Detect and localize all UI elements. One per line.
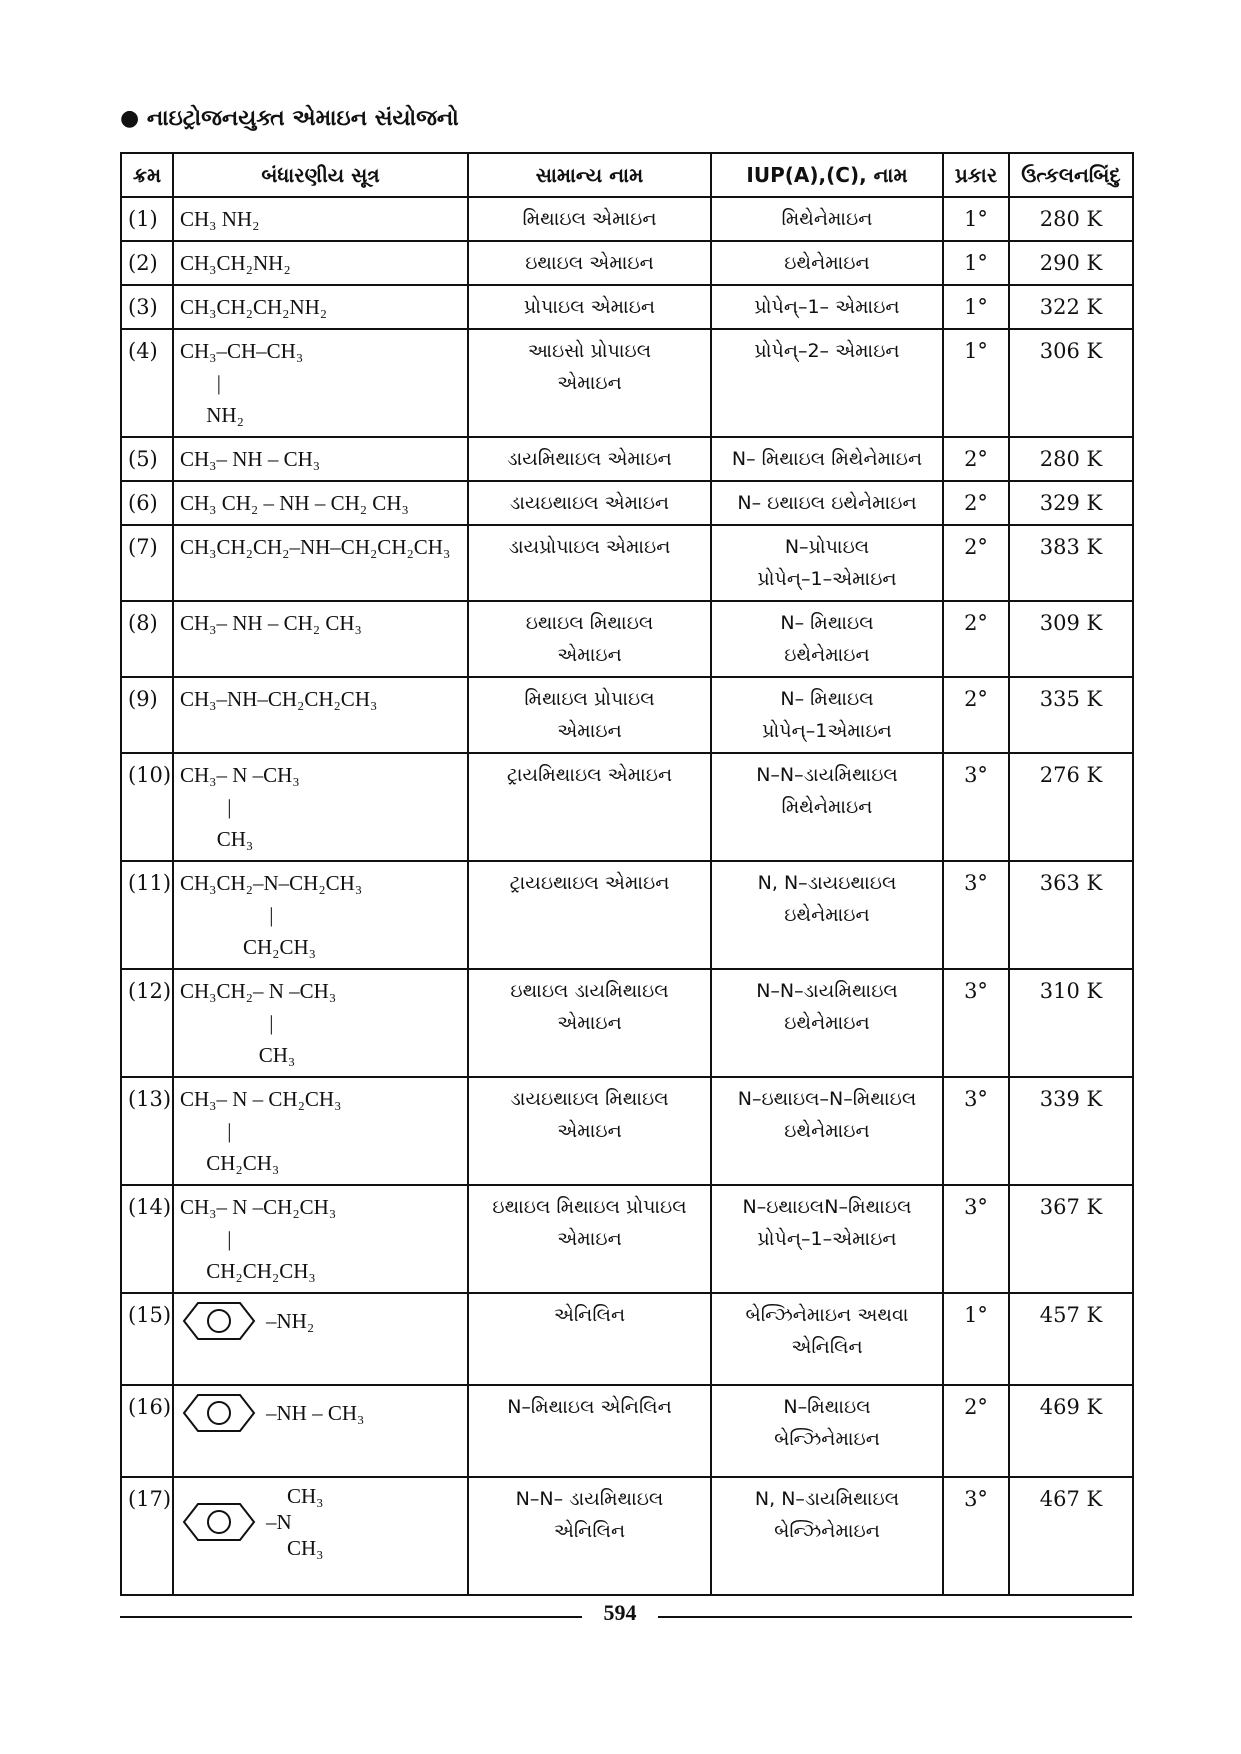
amine-type: 1°: [943, 329, 1009, 437]
common-name: [468, 861, 711, 969]
row-index: (15): [121, 1293, 173, 1385]
boiling-point: 309 K: [1009, 601, 1133, 677]
amine-type: 3°: [943, 969, 1009, 1077]
iupac-name-line: N– મિથાઇલ: [780, 612, 874, 634]
iupac-name-line: બેન્ઝિનેમાઇન અથવા: [745, 1304, 909, 1326]
common-name: [468, 1077, 711, 1185]
structural-formula: [173, 285, 468, 329]
iupac-name: [711, 197, 943, 241]
iupac-name: [711, 1293, 943, 1385]
iupac-name: [711, 1477, 943, 1595]
boiling-point: 280 K: [1009, 197, 1133, 241]
row-index: (4): [121, 329, 173, 437]
iupac-name-line: બેન્ઝિનેમાઇન: [774, 1428, 880, 1450]
formula-line: |: [180, 795, 232, 819]
formula-line: CH₃– N – CH₂CH₃: [180, 1087, 342, 1111]
table-row: [121, 437, 1133, 481]
table-row: [121, 1077, 1133, 1185]
table-row: [121, 753, 1133, 861]
footer-rule-left: [120, 1616, 582, 1618]
amine-compounds-table: [120, 152, 1134, 1596]
table-row: [121, 1385, 1133, 1477]
formula-line: CH₃CH₂–N–CH₂CH₃: [180, 871, 363, 895]
amine-type: 3°: [943, 861, 1009, 969]
common-name: [468, 285, 711, 329]
amine-type: 2°: [943, 525, 1009, 601]
iupac-name-line: N–પ્રોપાઇલ: [784, 536, 870, 558]
aromatic-structure: [180, 1391, 461, 1435]
table-row: [121, 329, 1133, 437]
boiling-point: 467 K: [1009, 1477, 1133, 1595]
iupac-name: [711, 481, 943, 525]
formula-line: CH₃CH₂– N –CH₃: [180, 979, 337, 1003]
amine-type: 1°: [943, 285, 1009, 329]
amine-type: 1°: [943, 1293, 1009, 1385]
iupac-name-line: ઇથેનેમાઇન: [784, 644, 870, 666]
common-name-line: N–મિથાઇલ એનિલિન: [507, 1396, 672, 1418]
boiling-point: 339 K: [1009, 1077, 1133, 1185]
section-heading: ● નાઇટ્રોજનયુક્ત એમાઇન સંયોજનો: [120, 106, 459, 131]
iupac-name-line: N, N–ડાયઇથાઇલ: [757, 872, 897, 894]
row-index: (7): [121, 525, 173, 601]
boiling-point: 329 K: [1009, 481, 1133, 525]
aromatic-structure: [180, 1483, 461, 1561]
formula-line: CH₃ NH₂: [180, 207, 260, 231]
table-row: [121, 601, 1133, 677]
substituent-line: CH₃: [266, 1536, 324, 1560]
common-name-line: એમાઇન: [557, 372, 622, 394]
iupac-name: [711, 1077, 943, 1185]
formula-line: |: [180, 371, 221, 395]
common-name-line: એમાઇન: [557, 720, 622, 742]
common-name: [468, 329, 711, 437]
common-name-line: એમાઇન: [557, 1012, 622, 1034]
row-index: (11): [121, 861, 173, 969]
amine-type: 3°: [943, 1185, 1009, 1293]
column-header-boiling-point: ઉત્કલનબિંદુ: [1009, 153, 1133, 197]
formula-line: CH₃ CH₂ – NH – CH₂ CH₃: [180, 491, 409, 515]
formula-line: |: [180, 1011, 274, 1035]
iupac-name-line: પ્રોપેન્–1એમાઇન: [762, 720, 892, 742]
common-name-line: એમાઇન: [557, 644, 622, 666]
row-index: (1): [121, 197, 173, 241]
iupac-name-line: મિથેનેમાઇન: [781, 796, 873, 818]
common-name-line: મિથાઇલ પ્રોપાઇલ: [524, 688, 655, 710]
iupac-name: [711, 329, 943, 437]
row-index: (8): [121, 601, 173, 677]
boiling-point: 469 K: [1009, 1385, 1133, 1477]
row-index: (6): [121, 481, 173, 525]
iupac-name: [711, 1185, 943, 1293]
table-row: [121, 197, 1133, 241]
amine-type: 1°: [943, 241, 1009, 285]
table-row: [121, 525, 1133, 601]
table-row: [121, 1185, 1133, 1293]
common-name-line: ટ્રાયમિથાઇલ એમાઇન: [506, 764, 673, 786]
common-name: [468, 677, 711, 753]
row-index: (17): [121, 1477, 173, 1595]
structural-formula: [173, 1185, 468, 1293]
common-name: [468, 197, 711, 241]
structural-formula: [173, 1293, 468, 1385]
structural-formula: [173, 753, 468, 861]
formula-line: NH₂: [180, 403, 244, 427]
amine-type: 3°: [943, 753, 1009, 861]
row-index: (9): [121, 677, 173, 753]
table-header-row: [121, 153, 1133, 197]
formula-line: |: [180, 1227, 232, 1251]
common-name: [468, 1477, 711, 1595]
boiling-point: 290 K: [1009, 241, 1133, 285]
table-body: [121, 197, 1133, 1595]
table-row: [121, 1477, 1133, 1595]
iupac-name: [711, 677, 943, 753]
boiling-point: 276 K: [1009, 753, 1133, 861]
table-row: [121, 285, 1133, 329]
common-name-line: ડાયઇથાઇલ મિથાઇલ: [510, 1088, 669, 1110]
common-name-line: એમાઇન: [557, 1228, 622, 1250]
structural-formula: [173, 241, 468, 285]
formula-line: CH₃CH₂NH₂: [180, 251, 291, 275]
iupac-name: [711, 1385, 943, 1477]
common-name-line: ડાયમિથાઇલ એમાઇન: [507, 448, 672, 470]
formula-line: CH₃– N –CH₂CH₃: [180, 1195, 337, 1219]
common-name-line: એનિલિન: [553, 1520, 626, 1542]
iupac-name-line: N– મિથાઇલ: [780, 688, 874, 710]
boiling-point: 457 K: [1009, 1293, 1133, 1385]
structural-formula: [173, 1477, 468, 1595]
table-row: [121, 969, 1133, 1077]
row-index: (5): [121, 437, 173, 481]
structural-formula: [173, 525, 468, 601]
iupac-name-line: પ્રોપેન્–1–એમાઇન: [757, 568, 897, 590]
common-name: [468, 1293, 711, 1385]
iupac-name: [711, 753, 943, 861]
common-name-line: N–N– ડાયમિથાઇલ: [515, 1488, 664, 1510]
iupac-name: [711, 525, 943, 601]
column-header-index: ક્રમ: [121, 153, 173, 197]
common-name: [468, 481, 711, 525]
benzene-ring-icon: [180, 1299, 264, 1343]
aromatic-structure: [180, 1299, 461, 1343]
iupac-name: [711, 969, 943, 1077]
structural-formula: [173, 677, 468, 753]
boiling-point: 367 K: [1009, 1185, 1133, 1293]
common-name-line: આઇસો પ્રોપાઇલ: [527, 340, 652, 362]
benzene-ring-icon: [180, 1391, 264, 1435]
iupac-name-line: પ્રોપેન્–1–એમાઇન: [757, 1228, 897, 1250]
iupac-name-line: ઇથેનેમાઇન: [784, 1120, 870, 1142]
formula-line: CH₃–CH–CH₃: [180, 339, 304, 363]
common-name-line: ઇથાઇલ મિથાઇલ પ્રોપાઇલ: [492, 1196, 687, 1218]
boiling-point: 363 K: [1009, 861, 1133, 969]
common-name: [468, 525, 711, 601]
common-name-line: ઇથાઇલ એમાઇન: [525, 252, 654, 274]
formula-line: CH₃– N –CH₃: [180, 763, 300, 787]
page-number: 594: [603, 1600, 637, 1625]
iupac-name: [711, 437, 943, 481]
row-index: (16): [121, 1385, 173, 1477]
common-name-line: મિથાઇલ એમાઇન: [522, 208, 657, 230]
iupac-name-line: N–N–ડાયમિથાઇલ: [756, 980, 898, 1002]
substituent: [266, 1483, 324, 1561]
substituent: [266, 1397, 364, 1429]
boiling-point: 322 K: [1009, 285, 1133, 329]
iupac-name-line: N– મિથાઇલ મિથેનેમાઇન: [731, 448, 923, 470]
common-name: [468, 437, 711, 481]
footer-rule-right: [658, 1616, 1132, 1618]
iupac-name-line: ઇથેનેમાઇન: [784, 1012, 870, 1034]
formula-line: CH₃: [180, 827, 254, 851]
boiling-point: 280 K: [1009, 437, 1133, 481]
amine-type: 2°: [943, 1385, 1009, 1477]
row-index: (10): [121, 753, 173, 861]
structural-formula: [173, 437, 468, 481]
structural-formula: [173, 197, 468, 241]
iupac-name-line: N– ઇથાઇલ ઇથેનેમાઇન: [737, 492, 917, 514]
iupac-name-line: એનિલિન: [791, 1336, 863, 1358]
column-header-common-name: સામાન્ય નામ: [468, 153, 711, 197]
formula-line: CH₃– NH – CH₂ CH₃: [180, 611, 362, 635]
common-name-line: ડાયઇથાઇલ એમાઇન: [509, 492, 670, 514]
iupac-name-line: મિથેનેમાઇન: [781, 208, 873, 230]
common-name: [468, 1185, 711, 1293]
structural-formula: [173, 1385, 468, 1477]
iupac-name: [711, 601, 943, 677]
iupac-name-line: પ્રોપેન્–2– એમાઇન: [754, 340, 900, 362]
common-name: [468, 241, 711, 285]
table-row: [121, 481, 1133, 525]
substituent-line: –NH₂: [266, 1309, 315, 1333]
column-header-type: પ્રકાર: [943, 153, 1009, 197]
amine-type: 2°: [943, 437, 1009, 481]
substituent-line: –N: [266, 1510, 292, 1534]
table-row: [121, 1293, 1133, 1385]
formula-line: |: [180, 1119, 232, 1143]
amine-type: 2°: [943, 601, 1009, 677]
column-header-iupac-name: IUP(A),(C), નામ: [711, 153, 943, 197]
iupac-name-line: N–ઇથાઇલN–મિથાઇલ: [742, 1196, 912, 1218]
row-index: (2): [121, 241, 173, 285]
substituent-line: –NH – CH₃: [266, 1401, 365, 1425]
substituent: [266, 1305, 314, 1337]
iupac-name-line: ઇથેનેમાઇન: [784, 904, 870, 926]
boiling-point: 383 K: [1009, 525, 1133, 601]
common-name: [468, 753, 711, 861]
table-row: [121, 861, 1133, 969]
formula-line: CH₃CH₂CH₂NH₂: [180, 295, 328, 319]
row-index: (14): [121, 1185, 173, 1293]
amine-type: 2°: [943, 481, 1009, 525]
table-row: [121, 241, 1133, 285]
substituent-line: CH₃: [266, 1484, 324, 1508]
common-name-line: ઇથાઇલ મિથાઇલ: [525, 612, 654, 634]
common-name-line: ડાયપ્રોપાઇલ એમાઇન: [508, 536, 671, 558]
iupac-name-line: પ્રોપેન્–1– એમાઇન: [754, 296, 900, 318]
row-index: (3): [121, 285, 173, 329]
amine-type: 3°: [943, 1477, 1009, 1595]
iupac-name: [711, 861, 943, 969]
structural-formula: [173, 1077, 468, 1185]
iupac-name-line: N, N–ડાયમિથાઇલ: [754, 1488, 900, 1510]
iupac-name: [711, 285, 943, 329]
iupac-name: [711, 241, 943, 285]
row-index: (13): [121, 1077, 173, 1185]
amine-type: 2°: [943, 677, 1009, 753]
iupac-name-line: ઇથેનેમાઇન: [784, 252, 870, 274]
formula-line: CH₃–NH–CH₂CH₂CH₃: [180, 687, 378, 711]
structural-formula: [173, 861, 468, 969]
structural-formula: [173, 969, 468, 1077]
amine-type: 3°: [943, 1077, 1009, 1185]
common-name-line: પ્રોપાઇલ એમાઇન: [523, 296, 656, 318]
benzene-ring-icon: [180, 1500, 264, 1544]
common-name: [468, 601, 711, 677]
common-name: [468, 1385, 711, 1477]
formula-line: CH₃CH₂CH₂–NH–CH₂CH₂CH₃: [180, 535, 451, 559]
table-row: [121, 677, 1133, 753]
structural-formula: [173, 601, 468, 677]
structural-formula: [173, 329, 468, 437]
formula-line: CH₃: [180, 1043, 296, 1067]
formula-line: CH₂CH₂CH₃: [180, 1259, 316, 1283]
boiling-point: 310 K: [1009, 969, 1133, 1077]
common-name-line: ટ્રાયઇથાઇલ એમાઇન: [509, 872, 670, 894]
formula-line: CH₂CH₃: [180, 935, 316, 959]
formula-line: |: [180, 903, 274, 927]
iupac-name-line: N–N–ડાયમિથાઇલ: [756, 764, 898, 786]
iupac-name-line: N–ઇથાઇલ–N–મિથાઇલ: [737, 1088, 917, 1110]
boiling-point: 335 K: [1009, 677, 1133, 753]
common-name-line: એનિલિન: [553, 1304, 626, 1326]
common-name-line: એમાઇન: [557, 1120, 622, 1142]
common-name-line: ઇથાઇલ ડાયમિથાઇલ: [510, 980, 669, 1002]
amine-type: 1°: [943, 197, 1009, 241]
common-name: [468, 969, 711, 1077]
boiling-point: 306 K: [1009, 329, 1133, 437]
iupac-name-line: બેન્ઝિનેમાઇન: [774, 1520, 880, 1542]
structural-formula: [173, 481, 468, 525]
column-header-formula: બંધારણીય સૂત્ર: [173, 153, 468, 197]
row-index: (12): [121, 969, 173, 1077]
formula-line: CH₂CH₃: [180, 1151, 280, 1175]
iupac-name-line: N–મિથાઇલ: [783, 1396, 871, 1418]
formula-line: CH₃– NH – CH₃: [180, 447, 321, 471]
